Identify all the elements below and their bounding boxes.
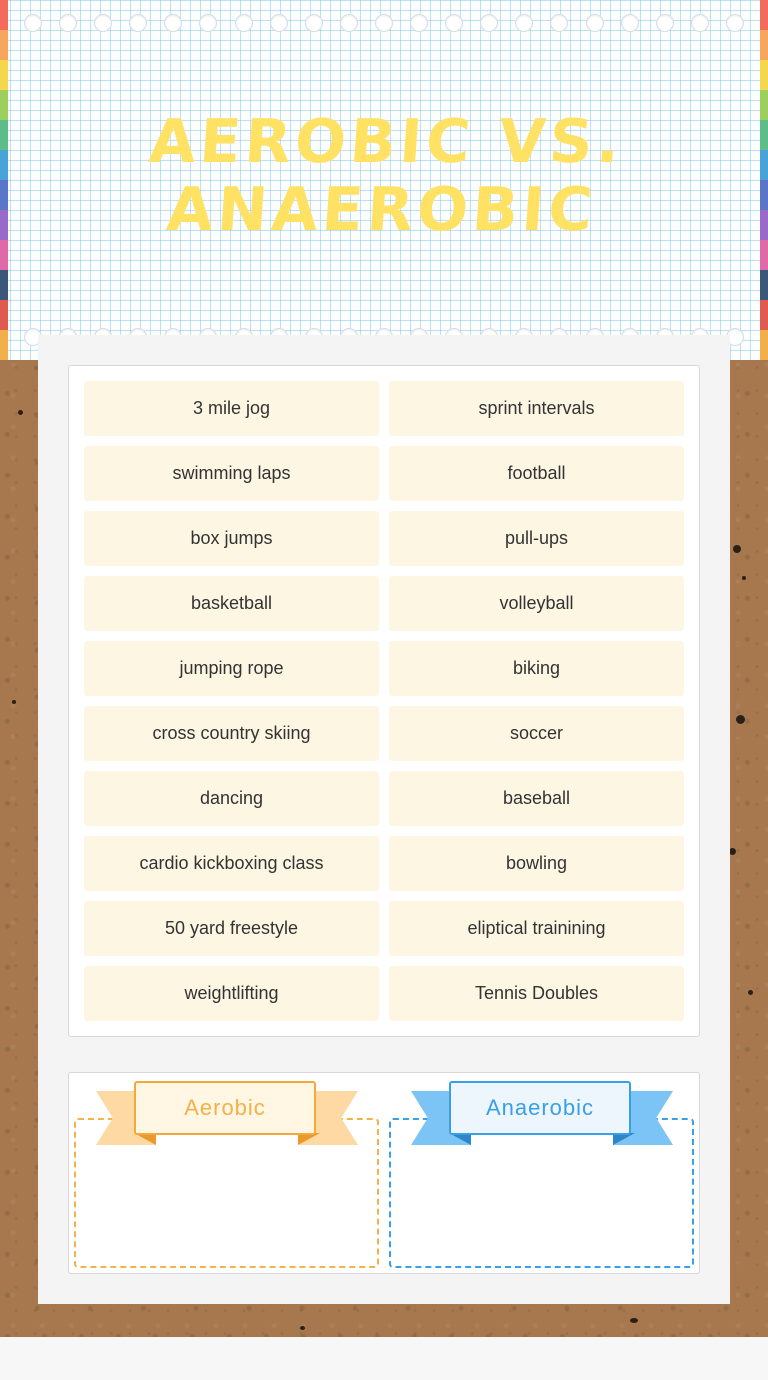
- worksheet-panel: [38, 335, 730, 1304]
- draggable-item[interactable]: basketball: [84, 576, 379, 631]
- draggable-item[interactable]: 3 mile jog: [84, 381, 379, 436]
- worksheet-header: [0, 0, 768, 360]
- draggable-item[interactable]: 50 yard freestyle: [84, 901, 379, 956]
- item-bank: [68, 365, 700, 1037]
- draggable-item[interactable]: eliptical trainining: [389, 901, 684, 956]
- draggable-item[interactable]: swimming laps: [84, 446, 379, 501]
- draggable-item[interactable]: weightlifting: [84, 966, 379, 1021]
- draggable-item[interactable]: biking: [389, 641, 684, 696]
- binder-holes-top: [24, 14, 744, 34]
- draggable-item[interactable]: pull-ups: [389, 511, 684, 566]
- draggable-item[interactable]: cross country skiing: [84, 706, 379, 761]
- anaerobic-label: Anaerobic: [449, 1081, 631, 1135]
- draggable-item[interactable]: dancing: [84, 771, 379, 826]
- aerobic-ribbon: [96, 1081, 358, 1147]
- draggable-item[interactable]: sprint intervals: [389, 381, 684, 436]
- item-grid: [84, 381, 684, 1021]
- page-title: AEROBIC VS. ANAEROBIC: [146, 107, 626, 245]
- aerobic-label: Aerobic: [134, 1081, 316, 1135]
- draggable-item[interactable]: bowling: [389, 836, 684, 891]
- draggable-item[interactable]: volleyball: [389, 576, 684, 631]
- draggable-item[interactable]: Tennis Doubles: [389, 966, 684, 1021]
- draggable-item[interactable]: jumping rope: [84, 641, 379, 696]
- draggable-item[interactable]: football: [389, 446, 684, 501]
- draggable-item[interactable]: soccer: [389, 706, 684, 761]
- anaerobic-ribbon: [411, 1081, 673, 1147]
- draggable-item[interactable]: baseball: [389, 771, 684, 826]
- category-area: [68, 1072, 700, 1274]
- draggable-item[interactable]: cardio kickboxing class: [84, 836, 379, 891]
- draggable-item[interactable]: box jumps: [84, 511, 379, 566]
